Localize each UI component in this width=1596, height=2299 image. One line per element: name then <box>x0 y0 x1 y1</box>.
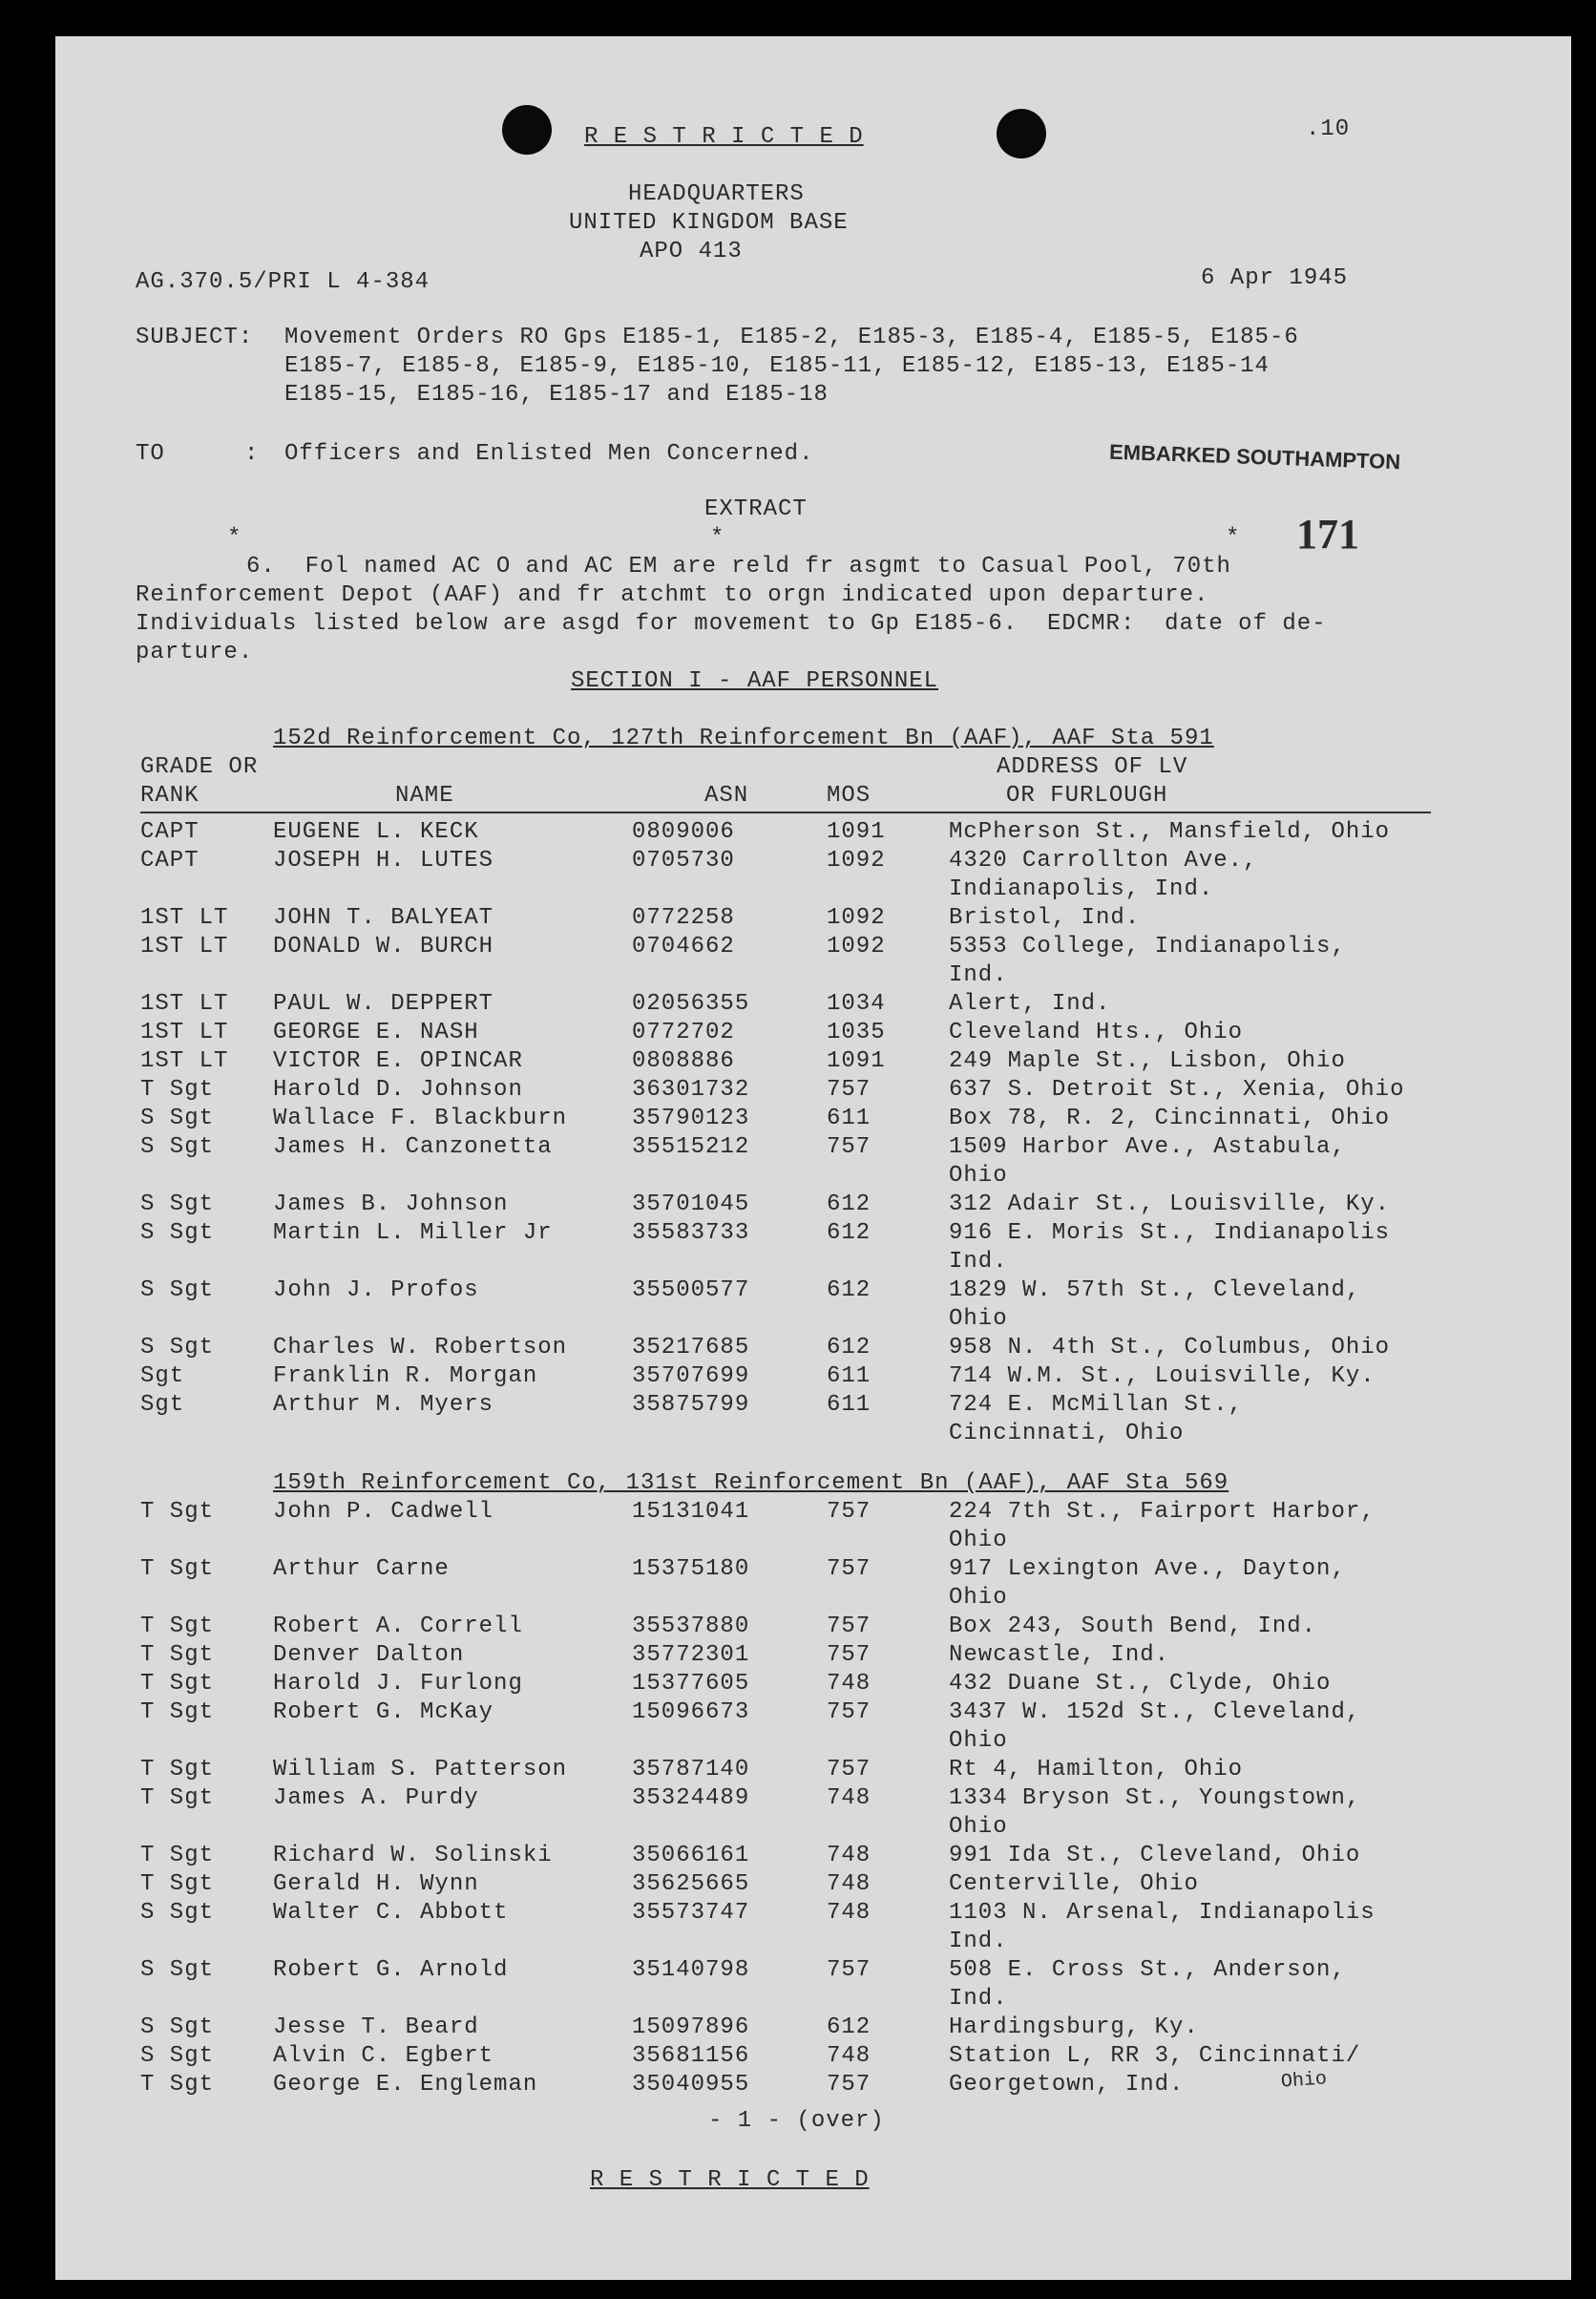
hq-line-1: HEADQUARTERS <box>628 181 805 207</box>
name-cell: Martin L. Miller Jr <box>273 1220 553 1246</box>
table-row <box>55 1957 1571 2012</box>
name-cell: Denver Dalton <box>273 1642 465 1668</box>
mos-cell: 1092 <box>827 934 886 960</box>
asterisk-right: * <box>1226 525 1241 551</box>
col-grade-line-2: RANK <box>140 783 200 809</box>
asn-cell: 35875799 <box>632 1392 750 1418</box>
address-cell: 3437 W. 152d St., Cleveland, <box>949 1699 1361 1725</box>
asn-cell: 35681156 <box>632 2043 750 2069</box>
grade-cell: CAPT <box>140 819 200 845</box>
subject-label: SUBJECT: <box>136 325 254 350</box>
page-footer: - 1 - (over) <box>708 2108 885 2134</box>
mos-cell: 1091 <box>827 819 886 845</box>
mos-cell: 748 <box>827 1843 872 1868</box>
name-cell: James A. Purdy <box>273 1785 479 1811</box>
address-cell: Ohio <box>949 1306 1008 1332</box>
subject-line-3: E185-15, E185-16, E185-17 and E185-18 <box>284 382 829 408</box>
table-row <box>55 934 1571 988</box>
table-row <box>55 1277 1571 1332</box>
address-cell: 224 7th St., Fairport Harbor, <box>949 1499 1376 1525</box>
address-cell: 1509 Harbor Ave., Astabula, <box>949 1134 1346 1160</box>
table-row <box>55 1363 1571 1392</box>
table-row <box>55 1843 1571 1871</box>
mos-cell: 748 <box>827 2043 872 2069</box>
address-cell: Rt 4, Hamilton, Ohio <box>949 1757 1244 1782</box>
address-cell: Ohio <box>949 1814 1008 1840</box>
mos-cell: 612 <box>827 2014 872 2040</box>
table-row <box>55 1077 1571 1106</box>
name-cell: Arthur Carne <box>273 1556 450 1582</box>
address-cell: McPherson St., Mansfield, Ohio <box>949 819 1391 845</box>
mos-cell: 748 <box>827 1900 872 1926</box>
page-number: .10 <box>1306 116 1351 142</box>
col-address-line-1: ADDRESS OF LV <box>997 754 1188 780</box>
name-cell: DONALD W. BURCH <box>273 934 494 960</box>
asn-cell: 35772301 <box>632 1642 750 1668</box>
name-cell: Alvin C. Egbert <box>273 2043 494 2069</box>
table-row <box>55 1499 1571 1553</box>
asn-cell: 35217685 <box>632 1335 750 1360</box>
mos-cell: 757 <box>827 1614 872 1639</box>
address-cell: Ohio <box>949 1528 1008 1553</box>
name-cell: PAUL W. DEPPERT <box>273 991 494 1017</box>
grade-cell: 1ST LT <box>140 1048 229 1074</box>
name-cell: Robert G. McKay <box>273 1699 494 1725</box>
asn-cell: 0808886 <box>632 1048 735 1074</box>
asn-cell: 35573747 <box>632 1900 750 1926</box>
table-row <box>55 1757 1571 1785</box>
address-cell: Ind. <box>949 1929 1008 1954</box>
mos-cell: 757 <box>827 1957 872 1983</box>
asn-cell: 35500577 <box>632 1277 750 1303</box>
name-cell: James H. Canzonetta <box>273 1134 553 1160</box>
table-row <box>55 1335 1571 1363</box>
address-cell: Ind. <box>949 1986 1008 2012</box>
mos-cell: 757 <box>827 1699 872 1725</box>
asterisk-center: * <box>710 525 725 551</box>
grade-cell: T Sgt <box>140 1556 215 1582</box>
name-cell: Walter C. Abbott <box>273 1900 509 1926</box>
asn-cell: 35140798 <box>632 1957 750 1983</box>
asn-cell: 02056355 <box>632 991 750 1017</box>
address-cell: 724 E. McMillan St., <box>949 1392 1244 1418</box>
col-address-line-2: OR FURLOUGH <box>1006 783 1168 809</box>
group2-heading: 159th Reinforcement Co, 131st Reinforcement Bn (AAF), AAF Sta 569 <box>273 1470 1229 1496</box>
mos-cell: 611 <box>827 1363 872 1389</box>
address-cell: 917 Lexington Ave., Dayton, <box>949 1556 1346 1582</box>
address-cell: 1103 N. Arsenal, Indianapolis <box>949 1900 1376 1926</box>
asn-cell: 35790123 <box>632 1106 750 1131</box>
col-mos: MOS <box>827 783 872 809</box>
mos-cell: 757 <box>827 1077 872 1103</box>
address-cell: 916 E. Moris St., Indianapolis <box>949 1220 1391 1246</box>
asn-cell: 35625665 <box>632 1871 750 1897</box>
address-cell: Indianapolis, Ind. <box>949 876 1214 902</box>
grade-cell: S Sgt <box>140 1900 215 1926</box>
grade-cell: S Sgt <box>140 2043 215 2069</box>
table-row <box>55 2043 1571 2072</box>
grade-cell: T Sgt <box>140 1843 215 1868</box>
name-cell: John J. Profos <box>273 1277 479 1303</box>
col-asn: ASN <box>704 783 749 809</box>
extract-title: EXTRACT <box>704 496 808 522</box>
punch-hole-right <box>997 109 1046 158</box>
section-title: SECTION I - AAF PERSONNEL <box>571 668 939 694</box>
mos-cell: 757 <box>827 1642 872 1668</box>
table-row <box>55 1392 1571 1446</box>
table-row <box>55 1614 1571 1642</box>
name-cell: Harold D. Johnson <box>273 1077 523 1103</box>
address-cell: Station L, RR 3, Cincinnati/ <box>949 2043 1361 2069</box>
table-row <box>55 1192 1571 1220</box>
subject-line-1: Movement Orders RO Gps E185-1, E185-2, E185-3, E185-4, E185-5, E185-6 <box>284 325 1299 350</box>
grade-cell: Sgt <box>140 1392 185 1418</box>
asn-cell: 35066161 <box>632 1843 750 1868</box>
address-cell: 958 N. 4th St., Columbus, Ohio <box>949 1335 1391 1360</box>
hq-line-2: UNITED KINGDOM BASE <box>569 210 849 236</box>
table-row <box>55 819 1571 848</box>
table-row <box>55 1134 1571 1189</box>
name-cell: JOHN T. BALYEAT <box>273 905 494 931</box>
asn-cell: 15131041 <box>632 1499 750 1525</box>
mos-cell: 1034 <box>827 991 886 1017</box>
paragraph-line-3: Individuals listed below are asgd for movement to Gp E185-6. EDCMR: date of de- <box>136 611 1327 637</box>
table-row <box>55 848 1571 902</box>
asn-cell: 35537880 <box>632 1614 750 1639</box>
asn-cell: 0772258 <box>632 905 735 931</box>
address-cell: Bristol, Ind. <box>949 905 1141 931</box>
name-cell: Arthur M. Myers <box>273 1392 494 1418</box>
mos-cell: 748 <box>827 1785 872 1811</box>
grade-cell: T Sgt <box>140 1614 215 1639</box>
grade-cell: 1ST LT <box>140 934 229 960</box>
mos-cell: 612 <box>827 1335 872 1360</box>
col-grade-line-1: GRADE OR <box>140 754 259 780</box>
asn-cell: 15096673 <box>632 1699 750 1725</box>
grade-cell: 1ST LT <box>140 991 229 1017</box>
address-cell: Ohio <box>949 1728 1008 1754</box>
asn-cell: 35701045 <box>632 1192 750 1217</box>
grade-cell: CAPT <box>140 848 200 874</box>
name-cell: EUGENE L. KECK <box>273 819 479 845</box>
to-text: Officers and Enlisted Men Concerned. <box>284 441 814 467</box>
handwritten-ohio-note: Ohio <box>1280 2068 1328 2094</box>
name-cell: JOSEPH H. LUTES <box>273 848 494 874</box>
asn-cell: 0705730 <box>632 848 735 874</box>
mos-cell: 612 <box>827 1192 872 1217</box>
mos-cell: 611 <box>827 1392 872 1418</box>
mos-cell: 1092 <box>827 905 886 931</box>
name-cell: Richard W. Solinski <box>273 1843 553 1868</box>
table-row <box>55 1699 1571 1754</box>
table-row <box>55 1900 1571 1954</box>
restricted-footer: R E S T R I C T E D <box>590 2167 870 2193</box>
mos-cell: 748 <box>827 1671 872 1697</box>
asn-cell: 15375180 <box>632 1556 750 1582</box>
address-cell: 1829 W. 57th St., Cleveland, <box>949 1277 1361 1303</box>
address-cell: 508 E. Cross St., Anderson, <box>949 1957 1346 1983</box>
address-cell: Box 78, R. 2, Cincinnati, Ohio <box>949 1106 1391 1131</box>
table-row <box>55 1220 1571 1275</box>
document-date: 6 Apr 1945 <box>1201 265 1349 291</box>
table-row <box>55 991 1571 1020</box>
grade-cell: T Sgt <box>140 1671 215 1697</box>
mos-cell: 612 <box>827 1220 872 1246</box>
asn-cell: 0809006 <box>632 819 735 845</box>
mos-cell: 757 <box>827 1556 872 1582</box>
name-cell: Robert G. Arnold <box>273 1957 509 1983</box>
grade-cell: Sgt <box>140 1363 185 1389</box>
to-label: TO <box>136 441 165 467</box>
grade-cell: T Sgt <box>140 2072 215 2098</box>
grade-cell: S Sgt <box>140 1220 215 1246</box>
mos-cell: 757 <box>827 2072 872 2098</box>
table-row <box>55 1871 1571 1900</box>
asn-cell: 15377605 <box>632 1671 750 1697</box>
grade-cell: T Sgt <box>140 1871 215 1897</box>
grade-cell: S Sgt <box>140 1957 215 1983</box>
table-row <box>55 1671 1571 1699</box>
stamp-number: 171 <box>1296 511 1359 558</box>
grade-cell: T Sgt <box>140 1499 215 1525</box>
mos-cell: 1035 <box>827 1020 886 1045</box>
col-name: NAME <box>395 783 454 809</box>
table-row <box>55 2014 1571 2043</box>
address-cell: Box 243, South Bend, Ind. <box>949 1614 1317 1639</box>
punch-hole-left <box>502 105 552 155</box>
paragraph-line-2: Reinforcement Depot (AAF) and fr atchmt to orgn indicated upon departure. <box>136 582 1209 608</box>
address-cell: Centerville, Ohio <box>949 1871 1199 1897</box>
asn-cell: 15097896 <box>632 2014 750 2040</box>
table-row <box>55 1106 1571 1134</box>
address-cell: 714 W.M. St., Louisville, Ky. <box>949 1363 1376 1389</box>
grade-cell: T Sgt <box>140 1642 215 1668</box>
asn-cell: 35515212 <box>632 1134 750 1160</box>
address-cell: Hardingsburg, Ky. <box>949 2014 1199 2040</box>
asn-cell: 35787140 <box>632 1757 750 1782</box>
table-row <box>55 1556 1571 1611</box>
grade-cell: S Sgt <box>140 1277 215 1303</box>
asn-cell: 35324489 <box>632 1785 750 1811</box>
grade-cell: S Sgt <box>140 1192 215 1217</box>
name-cell: Harold J. Furlong <box>273 1671 523 1697</box>
embarked-stamp: EMBARKED SOUTHAMPTON <box>1108 439 1401 475</box>
mos-cell: 611 <box>827 1106 872 1131</box>
address-cell: 249 Maple St., Lisbon, Ohio <box>949 1048 1346 1074</box>
grade-cell: T Sgt <box>140 1757 215 1782</box>
name-cell: GEORGE E. NASH <box>273 1020 479 1045</box>
grade-cell: T Sgt <box>140 1785 215 1811</box>
asn-cell: 35040955 <box>632 2072 750 2098</box>
mos-cell: 1092 <box>827 848 886 874</box>
asn-cell: 35583733 <box>632 1220 750 1246</box>
table-row <box>55 1785 1571 1840</box>
asn-cell: 36301732 <box>632 1077 750 1103</box>
table-row <box>55 1642 1571 1671</box>
table-row <box>55 905 1571 934</box>
name-cell: Franklin R. Morgan <box>273 1363 538 1389</box>
mos-cell: 757 <box>827 1134 872 1160</box>
table-row <box>55 1048 1571 1077</box>
address-cell: 312 Adair St., Louisville, Ky. <box>949 1192 1391 1217</box>
name-cell: John P. Cadwell <box>273 1499 494 1525</box>
mos-cell: 1091 <box>827 1048 886 1074</box>
grade-cell: S Sgt <box>140 2014 215 2040</box>
address-cell: Georgetown, Ind. <box>949 2072 1185 2098</box>
paragraph-line-1: 6. Fol named AC O and AC EM are reld fr asgmt to Casual Pool, 70th <box>246 554 1231 580</box>
mos-cell: 757 <box>827 1757 872 1782</box>
asn-cell: 0772702 <box>632 1020 735 1045</box>
address-cell: Ohio <box>949 1163 1008 1189</box>
address-cell: 637 S. Detroit St., Xenia, Ohio <box>949 1077 1405 1103</box>
grade-cell: T Sgt <box>140 1699 215 1725</box>
address-cell: Cleveland Hts., Ohio <box>949 1020 1244 1045</box>
grade-cell: 1ST LT <box>140 1020 229 1045</box>
paragraph-line-4: parture. <box>136 640 254 665</box>
address-cell: Newcastle, Ind. <box>949 1642 1170 1668</box>
hq-line-3: APO 413 <box>640 239 743 264</box>
address-cell: 432 Duane St., Clyde, Ohio <box>949 1671 1332 1697</box>
asn-cell: 0704662 <box>632 934 735 960</box>
table-row <box>55 2072 1571 2100</box>
grade-cell: 1ST LT <box>140 905 229 931</box>
address-cell: Cincinnati, Ohio <box>949 1421 1185 1446</box>
name-cell: James B. Johnson <box>273 1192 509 1217</box>
mos-cell: 757 <box>827 1499 872 1525</box>
name-cell: George E. Engleman <box>273 2072 538 2098</box>
name-cell: William S. Patterson <box>273 1757 568 1782</box>
name-cell: Robert A. Correll <box>273 1614 523 1639</box>
group1-heading: 152d Reinforcement Co, 127th Reinforcement Bn (AAF), AAF Sta 591 <box>273 726 1214 751</box>
address-cell: Ind. <box>949 962 1008 988</box>
name-cell: Jesse T. Beard <box>273 2014 479 2040</box>
name-cell: VICTOR E. OPINCAR <box>273 1048 523 1074</box>
mos-cell: 748 <box>827 1871 872 1897</box>
address-cell: Alert, Ind. <box>949 991 1111 1017</box>
document-page <box>55 36 1571 2280</box>
grade-cell: S Sgt <box>140 1134 215 1160</box>
name-cell: Charles W. Robertson <box>273 1335 568 1360</box>
address-cell: Ohio <box>949 1585 1008 1611</box>
asterisk-left: * <box>227 525 242 551</box>
grade-cell: S Sgt <box>140 1335 215 1360</box>
name-cell: Wallace F. Blackburn <box>273 1106 568 1131</box>
mos-cell: 612 <box>827 1277 872 1303</box>
address-cell: 1334 Bryson St., Youngstown, <box>949 1785 1361 1811</box>
to-colon: : <box>244 441 260 467</box>
address-cell: 5353 College, Indianapolis, <box>949 934 1346 960</box>
address-cell: Ind. <box>949 1249 1008 1275</box>
grade-cell: S Sgt <box>140 1106 215 1131</box>
address-cell: 4320 Carrollton Ave., <box>949 848 1258 874</box>
subject-line-2: E185-7, E185-8, E185-9, E185-10, E185-11, E185-12, E185-13, E185-14 <box>284 353 1270 379</box>
header-rule <box>140 812 1431 813</box>
ag-reference: AG.370.5/PRI L 4-384 <box>136 269 430 295</box>
restricted-header: R E S T R I C T E D <box>584 124 864 150</box>
address-cell: 991 Ida St., Cleveland, Ohio <box>949 1843 1361 1868</box>
table-row <box>55 1020 1571 1048</box>
asn-cell: 35707699 <box>632 1363 750 1389</box>
name-cell: Gerald H. Wynn <box>273 1871 479 1897</box>
grade-cell: T Sgt <box>140 1077 215 1103</box>
